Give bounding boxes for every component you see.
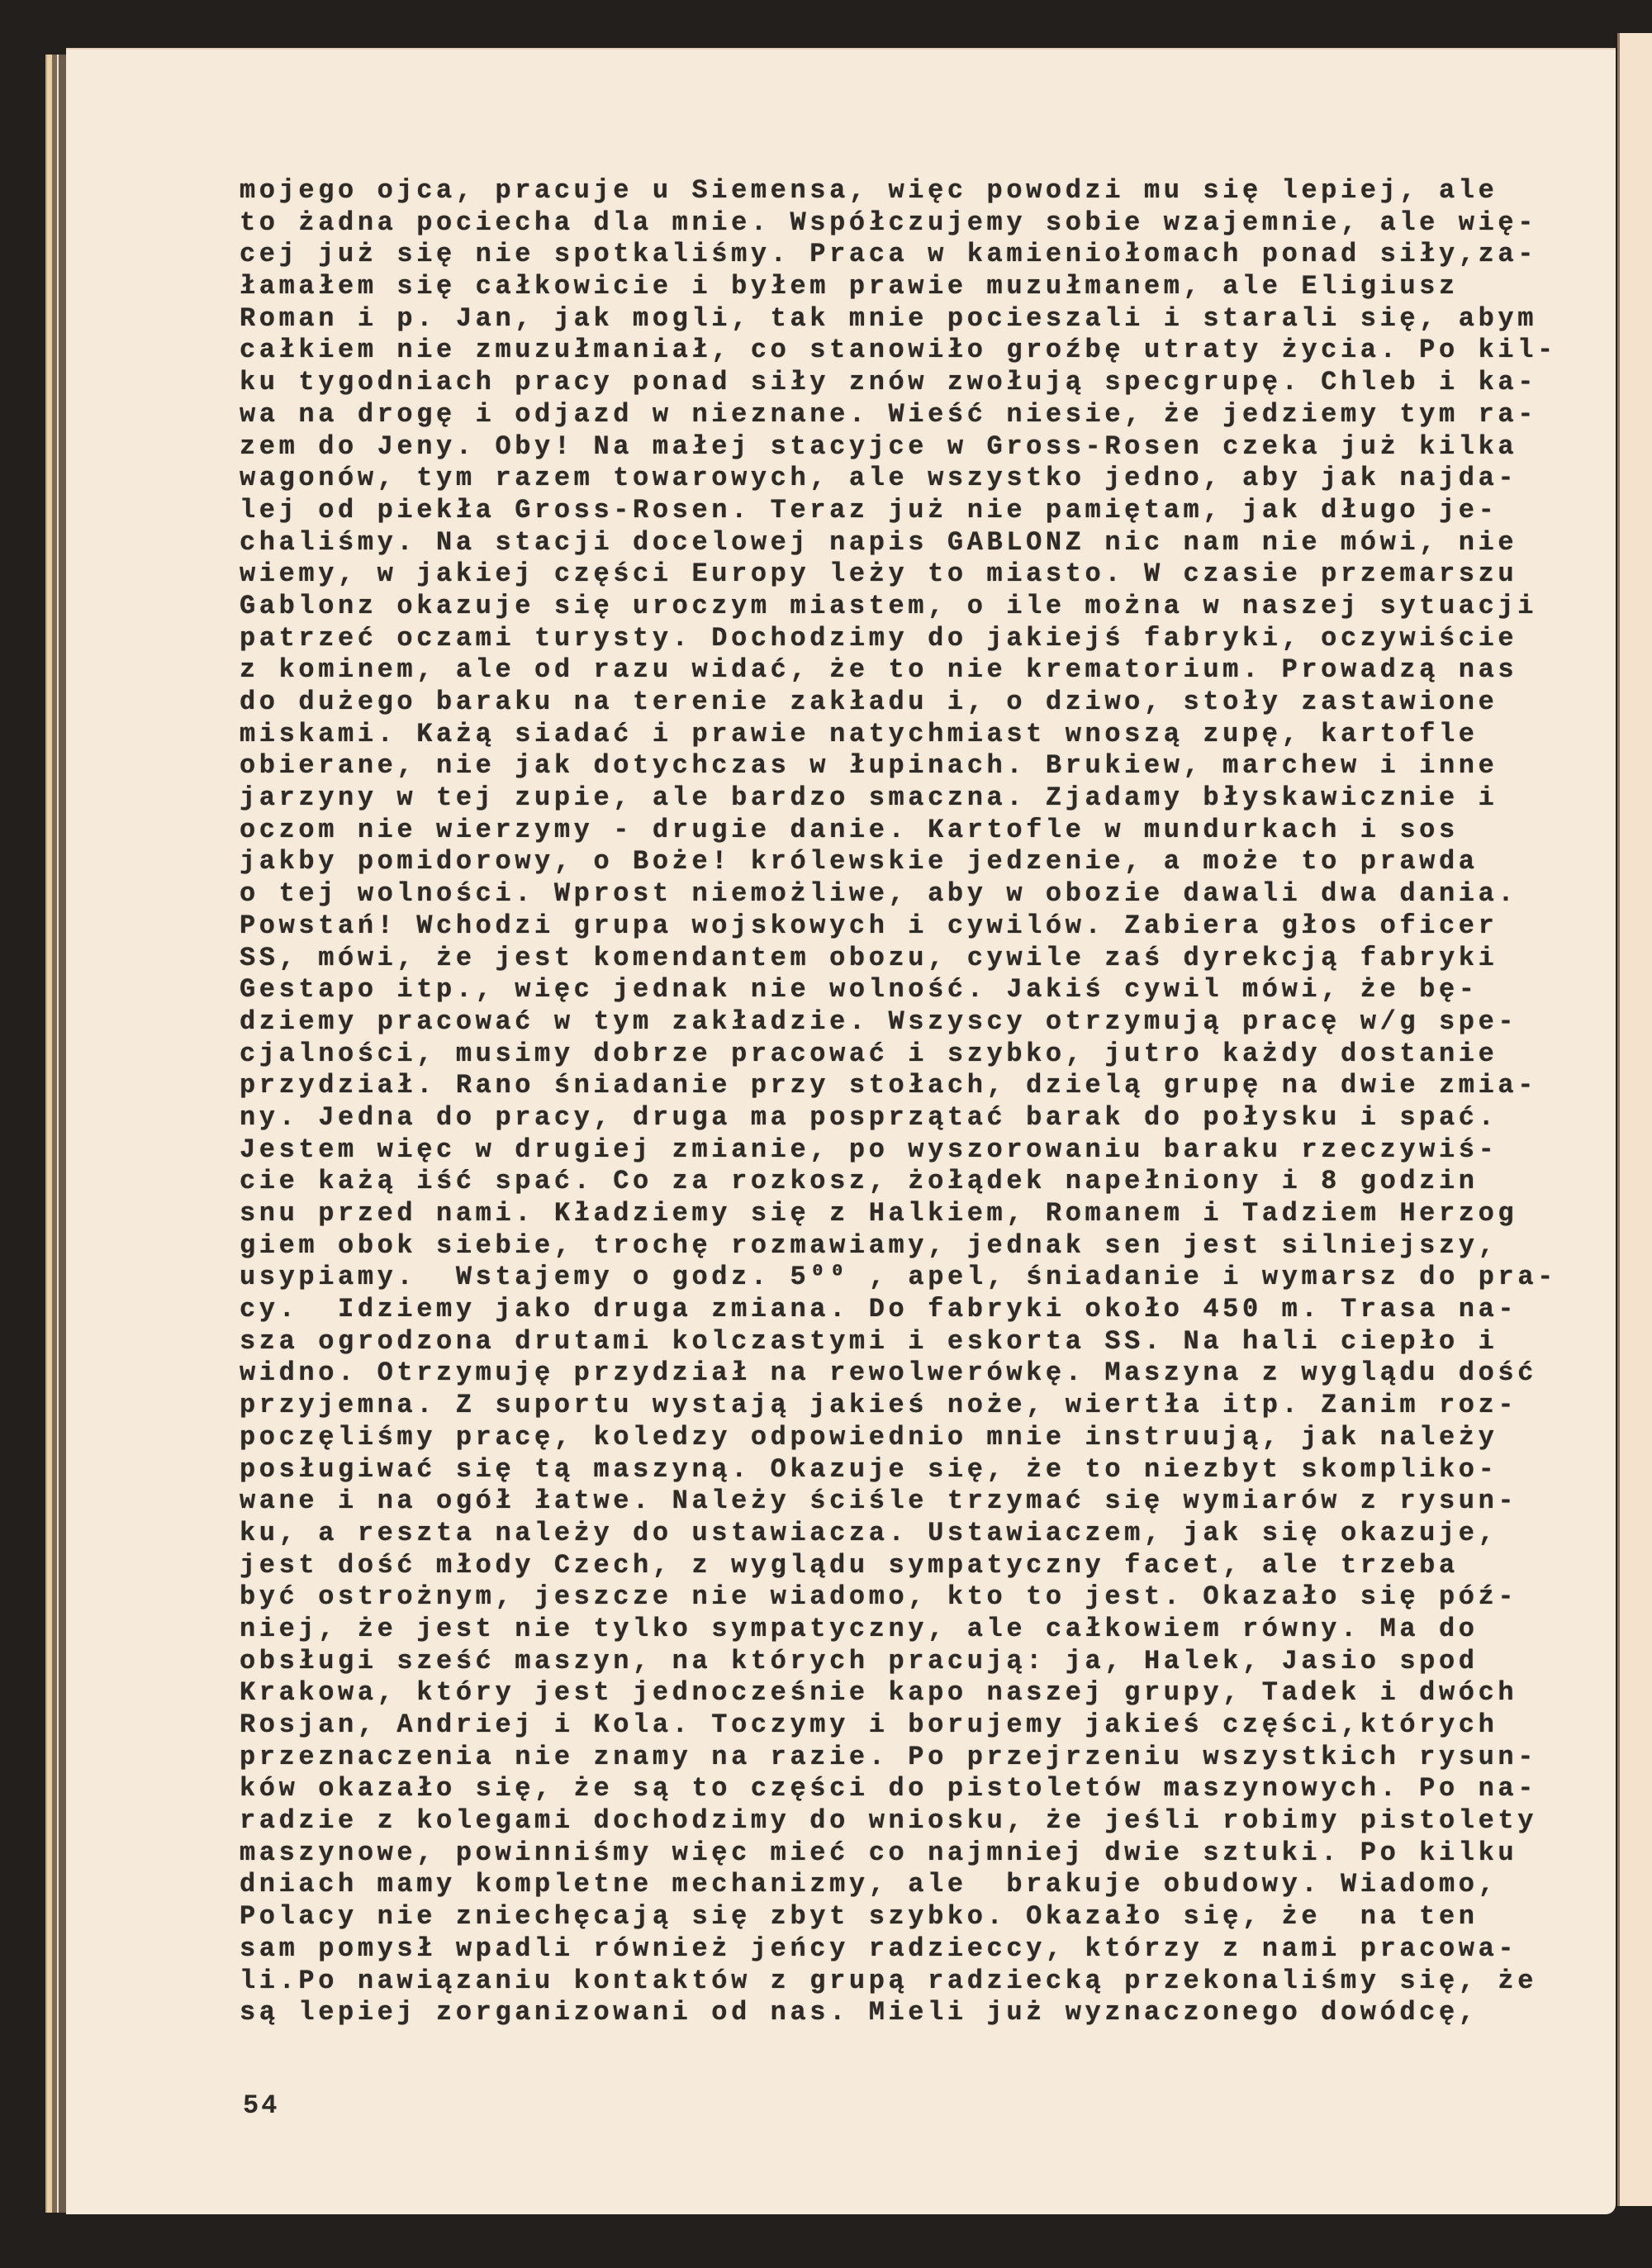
text-line: mojego ojca, pracuje u Siemensa, więc powodzi mu się lepiej, ale [240,175,1498,206]
text-line: jarzyny w tej zupie, ale bardzo smaczna. Zjadamy błyskawicznie i [240,782,1498,814]
text-line: maszynowe, powinniśmy więc mieć co najmniej dwie sztuki. Po kilku [240,1837,1518,1868]
text-line: oczom nie wierzymy - drugie danie. Kartofle w mundurkach i sos [240,814,1459,845]
text-line: o tej wolności. Wprost niemożliwe, aby w obozie dawali dwa dania. [240,878,1518,910]
text-line: patrzeć oczami turysty. Dochodzimy do jakiejś fabryki, oczywiście [240,622,1518,654]
text-line: wa na drogę i odjazd w nieznane. Wieść niesie, że jedziemy tym ra- [240,398,1538,430]
text-line: Gablonz okazuje się uroczym miastem, o ile można w naszej sytuacji [240,590,1538,621]
text-line: ku tygodniach pracy ponad siły znów zwołują specgrupę. Chleb i ka- [240,367,1538,398]
text-line: jest dość młody Czech, z wyglądu sympatyczny facet, ale trzeba [240,1549,1459,1581]
text-line: Jestem więc w drugiej zmianie, po wyszorowaniu baraku rzeczywiś- [240,1134,1498,1165]
text-line: posługiwać się tą maszyną. Okazuje się, że to niezbyt skompliko- [240,1453,1498,1485]
text-line: poczęliśmy pracę, koledzy odpowiednio mnie instruują, jak należy [240,1421,1498,1453]
text-line: jakby pomidorowy, o Boże! królewskie jedzenie, a może to prawda [240,846,1479,877]
text-line: cjalności, musimy dobrze pracować i szybko, jutro każdy dostanie [240,1038,1498,1069]
text-line: Gestapo itp., więc jednak nie wolność. Jakiś cywil mówi, że bę- [240,974,1479,1006]
text-line: być ostrożnym, jeszcze nie wiadomo, kto to jest. Okazało się póź- [240,1581,1518,1613]
page-number: 54 [243,2090,280,2121]
text-line: łamałem się całkowicie i byłem prawie muzułmanem, ale Eligiusz [240,271,1459,302]
text-line: niej, że jest nie tylko sympatyczny, ale całkowiem równy. Ma do [240,1613,1479,1644]
text-line: wane i na ogół łatwe. Należy ściśle trzymać się wymiarów z rysun- [240,1486,1518,1517]
next-page-edge [1617,33,1652,2206]
text-line: przyjemna. Z suportu wystają jakieś noże, wiertła itp. Zanim roz- [240,1390,1518,1421]
body-text [240,175,1557,2029]
text-line: Rosjan, Andriej i Kola. Toczymy i borujemy jakieś części,których [240,1709,1498,1740]
text-line: miskami. Każą siadać i prawie natychmiast wnoszą zupę, kartofle [240,718,1479,749]
text-line: sza ogrodzona drutami kolczastymi i eskorta SS. Na hali ciepło i [240,1325,1498,1357]
text-line: to żadna pociecha dla mnie. Współczujemy sobie wzajemnie, ale wię- [240,207,1538,238]
text-line: przydział. Rano śniadanie przy stołach, dzielą grupę na dwie zmia- [240,1070,1538,1101]
text-line: radzie z kolegami dochodzimy do wniosku, że jeśli robimy pistolety [240,1805,1538,1837]
text-line: obsługi sześć maszyn, na których pracują: ja, Halek, Jasio spod [240,1645,1479,1676]
text-line: dniach mamy kompletne mechanizmy, ale brakuje obudowy. Wiadomo, [240,1869,1498,1900]
text-line: całkiem nie zmuzułmaniał, co stanowiło groźbę utraty życia. Po kil- [240,335,1557,366]
text-line: widno. Otrzymuję przydział na rewolwerówkę. Maszyna z wyglądu dość [240,1357,1538,1389]
text-line: sam pomysł wpadli również jeńcy radzieccy, którzy z nami pracowa- [240,1933,1518,1964]
text-line: do dużego baraku na terenie zakładu i, o dziwo, stoły zastawione [240,687,1498,717]
text-line: ny. Jedna do pracy, druga ma posprzątać barak do połysku i spać. [240,1101,1498,1133]
text-line: przeznaczenia nie znamy na razie. Po przejrzeniu wszystkich rysun- [240,1741,1538,1772]
text-line: lej od piekła Gross-Rosen. Teraz już nie pamiętam, jak długo je- [240,494,1498,525]
text-line: Krakowa, który jest jednocześnie kapo naszej grupy, Tadek i dwóch [240,1677,1518,1709]
text-line: Roman i p. Jan, jak mogli, tak mnie pocieszali i starali się, abym [240,302,1538,334]
text-line: są lepiej zorganizowani od nas. Mieli już wyznaczonego dowódcę, [240,1997,1479,2028]
text-line: chaliśmy. Na stacji docelowej napis GABLONZ nic nam nie mówi, nie [240,526,1518,558]
text-line: usypiamy. Wstajemy o godz. 5⁰⁰ , apel, śniadanie i wymarsz do pra- [240,1262,1557,1293]
text-line: giem obok siebie, trochę rozmawiamy, jednak sen jest silniejszy, [240,1229,1498,1261]
text-line: wagonów, tym razem towarowych, ale wszystko jedno, aby jak najda- [240,463,1518,494]
text-line: li.Po nawiązaniu kontaktów z grupą radziecką przekonaliśmy się, że [240,1965,1538,1996]
text-line: z kominem, ale od razu widać, że to nie krematorium. Prowadzą nas [240,654,1518,686]
text-line: SS, mówi, że jest komendantem obozu, cywile zaś dyrekcją fabryki [240,942,1498,973]
text-line: ku, a reszta należy do ustawiacza. Ustawiaczem, jak się okazuje, [240,1517,1498,1548]
book-page [66,48,1616,2214]
text-line: dziemy pracować w tym zakładzie. Wszyscy otrzymują pracę w/g spe- [240,1006,1518,1037]
text-line: Polacy nie zniechęcają się zbyt szybko. Okazało się, że na ten [240,1901,1479,1933]
text-line: cy. Idziemy jako druga zmiana. Do fabryki około 450 m. Trasa na- [240,1294,1518,1325]
text-line: wiemy, w jakiej części Europy leży to miasto. W czasie przemarszu [240,559,1518,590]
text-line: cej już się nie spotkaliśmy. Praca w kamieniołomach ponad siły,za- [240,239,1538,270]
text-line: zem do Jeny. Oby! Na małej stacyjce w Gross-Rosen czeka już kilka [240,430,1518,462]
text-line: snu przed nami. Kładziemy się z Halkiem, Romanem i Tadziem Herzog [240,1198,1518,1229]
text-line: Powstań! Wchodzi grupa wojskowych i cywilów. Zabiera głos oficer [240,910,1498,941]
text-line: cie każą iść spać. Co za rozkosz, żołądek napełniony i 8 godzin [240,1166,1479,1197]
text-line: ków okazało się, że są to części do pistoletów maszynowych. Po na- [240,1773,1538,1804]
text-line: obierane, nie jak dotychczas w łupinach. Brukiew, marchew i inne [240,750,1498,782]
